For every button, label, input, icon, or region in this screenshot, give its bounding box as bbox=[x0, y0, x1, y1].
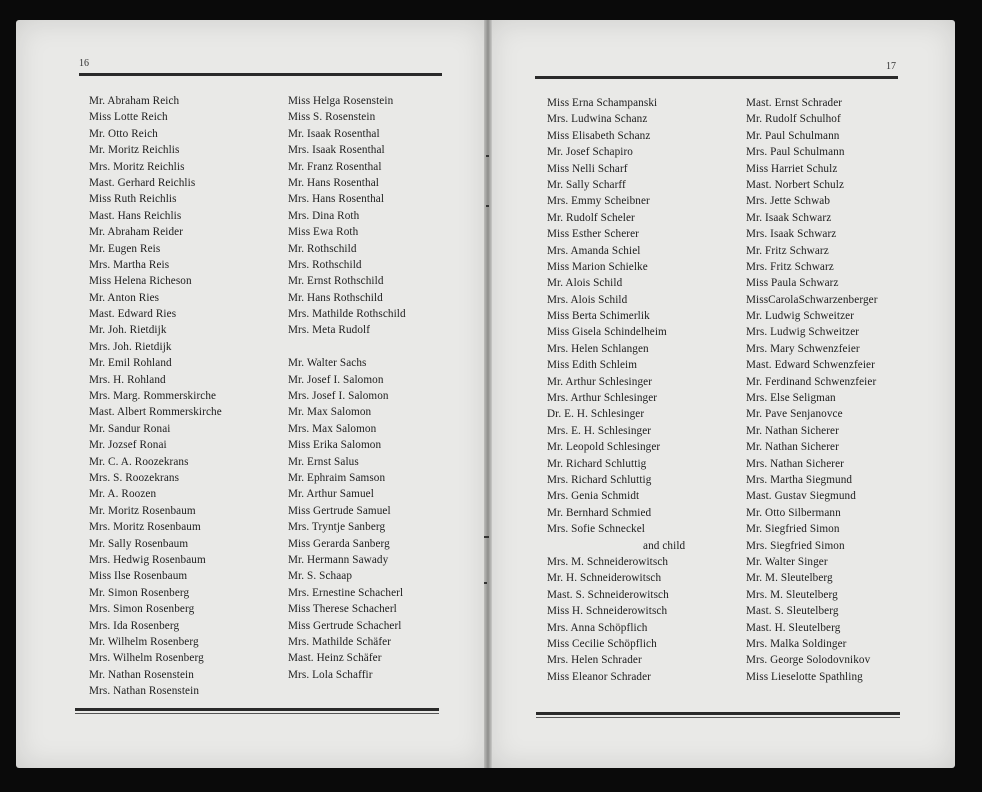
binding-mark bbox=[484, 536, 489, 538]
name-entry: Miss Lieselotte Spathling bbox=[746, 670, 863, 683]
name-entry: Mrs. Arthur Schlesinger bbox=[547, 392, 658, 405]
name-entry: Mr. Ernst Salus bbox=[288, 455, 359, 468]
name-entry: Mast. Norbert Schulz bbox=[746, 178, 845, 191]
name-entry: Mast. S. Schneiderowitsch bbox=[547, 588, 669, 601]
name-entry: Mast. Edward Schwenzfeier bbox=[746, 359, 875, 372]
name-entry: Mr. Arthur Samuel bbox=[288, 488, 374, 501]
name-entry: Miss Helga Rosenstein bbox=[288, 95, 394, 107]
name-entry: Mast. Ernst Schrader bbox=[746, 97, 843, 109]
name-entry: Mr. Hans Rothschild bbox=[288, 291, 383, 304]
name-entry: Mr. Leopold Schlesinger bbox=[547, 441, 661, 454]
name-entry: Mr. Fritz Schwarz bbox=[746, 244, 829, 257]
name-entry: Mast. S. Sleutelberg bbox=[746, 605, 839, 618]
name-entry: Mrs. Sofie Schneckel bbox=[547, 523, 646, 536]
name-entry: Mrs. Hedwig Rosenbaum bbox=[89, 553, 206, 566]
name-entry: Mrs. Ludwig Schweitzer bbox=[746, 326, 860, 339]
name-entry: Mr. Franz Rosenthal bbox=[288, 160, 382, 173]
name-entry: Mr. Abraham Reich bbox=[89, 95, 180, 107]
name-entry: Mr. Joh. Rietdijk bbox=[89, 324, 167, 337]
name-entry: Mr. Ludwig Schweitzer bbox=[746, 310, 855, 323]
left-page-column-1 bbox=[89, 93, 222, 699]
name-entry: Mast. Albert Rommerskirche bbox=[89, 406, 222, 419]
name-entry: Mrs. Isaak Rosenthal bbox=[288, 144, 385, 157]
name-entry: Mr. Abraham Reider bbox=[89, 226, 184, 239]
left-page bbox=[16, 20, 486, 768]
name-entry: Mr. Moritz Reichlis bbox=[89, 144, 180, 157]
name-entry: Mrs. Genia Schmidt bbox=[547, 490, 640, 503]
name-entry: MissCarolaSchwarzenberger bbox=[746, 293, 878, 306]
name-entry: Miss Ilse Rosenbaum bbox=[89, 570, 188, 583]
name-entry: Miss Ruth Reichlis bbox=[89, 193, 177, 206]
name-entry: Mrs. Nathan Rosenstein bbox=[89, 685, 200, 698]
name-entry: Mr. Alois Schild bbox=[547, 277, 623, 290]
name-entry: Mr. A. Roozen bbox=[89, 488, 157, 501]
name-entry: Mrs. Mathilde Schäfer bbox=[288, 635, 392, 648]
name-entry: Mrs. Dina Roth bbox=[288, 209, 360, 222]
name-entry: Mrs. M. Sleutelberg bbox=[746, 588, 838, 601]
right-page-column-1 bbox=[547, 95, 685, 685]
name-entry: Mast. Edward Ries bbox=[89, 308, 177, 321]
name-entry: Mr. Josef I. Salomon bbox=[288, 373, 384, 386]
binding-mark bbox=[486, 155, 489, 157]
name-entry: Mrs. Hans Rosenthal bbox=[288, 193, 385, 206]
book-gutter bbox=[484, 20, 492, 768]
name-entry: Miss Therese Schacherl bbox=[288, 603, 397, 616]
name-entry: Mrs. Isaak Schwarz bbox=[746, 228, 837, 241]
name-entry: Mrs. Mary Schwenzfeier bbox=[746, 342, 860, 355]
name-entry: Mrs. Max Salomon bbox=[288, 422, 377, 435]
name-entry: Mrs. Joh. Rietdijk bbox=[89, 340, 172, 353]
name-entry: Mr. Hermann Sawady bbox=[288, 553, 389, 566]
header-rule-left bbox=[79, 73, 442, 76]
name-entry: Mr. Rudolf Schulhof bbox=[746, 113, 841, 126]
name-entry: Miss Gerarda Sanberg bbox=[288, 537, 390, 550]
name-entry: Miss Berta Schimerlik bbox=[547, 310, 650, 323]
name-entry: Mr. S. Schaap bbox=[288, 570, 353, 583]
name-entry: Mrs. Martha Siegmund bbox=[746, 473, 853, 486]
name-entry: Mrs. Simon Rosenberg bbox=[89, 603, 195, 616]
name-entry: Mr. M. Sleutelberg bbox=[746, 572, 833, 585]
name-entry: Mrs. Emmy Scheibner bbox=[547, 195, 650, 208]
name-entry: Mrs. Moritz Rosenbaum bbox=[89, 521, 201, 534]
name-entry: Mr. Isaak Schwarz bbox=[746, 211, 832, 224]
name-entry: Mrs. M. Schneiderowitsch bbox=[547, 555, 669, 568]
name-entry: Mrs. Nathan Sicherer bbox=[746, 457, 844, 470]
name-entry: Mrs. H. Rohland bbox=[89, 373, 166, 386]
name-entry: Mr. Josef Schapiro bbox=[547, 146, 634, 159]
name-entry: Miss Edith Schleim bbox=[547, 359, 638, 372]
name-entry: Miss H. Schneiderowitsch bbox=[547, 605, 668, 618]
footer-rule-right bbox=[536, 712, 900, 715]
name-entry: Mrs. Alois Schild bbox=[547, 293, 628, 306]
name-entry: Mrs. Mathilde Rothschild bbox=[288, 308, 406, 321]
name-entry: Mrs. Rothschild bbox=[288, 258, 362, 271]
name-entry: Mast. Gerhard Reichlis bbox=[89, 176, 196, 189]
right-page-column-2 bbox=[746, 95, 878, 685]
name-entry: Mrs. Paul Schulmann bbox=[746, 146, 845, 159]
name-entry: Mr. Rothschild bbox=[288, 242, 357, 255]
name-entry: Mr. C. A. Roozekrans bbox=[89, 455, 189, 468]
name-entry: Mr. H. Schneiderowitsch bbox=[547, 572, 662, 585]
name-entry: Mrs. Josef I. Salomon bbox=[288, 390, 389, 403]
name-entry: Mrs. Lola Schaffir bbox=[288, 668, 373, 681]
name-entry: Mr. Sally Scharff bbox=[547, 178, 626, 191]
name-entry: Mr. Sandur Ronai bbox=[89, 422, 171, 435]
name-entry: Miss Gisela Schindelheim bbox=[547, 326, 667, 339]
blank-line bbox=[288, 339, 406, 355]
binding-mark bbox=[486, 205, 489, 207]
name-entry: Mr. Moritz Rosenbaum bbox=[89, 504, 196, 517]
name-entry: Mrs. Marg. Rommerskirche bbox=[89, 390, 217, 403]
page-number-right: 17 bbox=[886, 61, 896, 72]
name-entry: Mr. Wilhelm Rosenberg bbox=[89, 635, 199, 648]
name-entry: Mr. Nathan Sicherer bbox=[746, 424, 839, 437]
name-entry: Mr. Richard Schluttig bbox=[547, 457, 647, 470]
name-entry: Mr. Isaak Rosenthal bbox=[288, 127, 380, 140]
name-entry: Mrs. Richard Schluttig bbox=[547, 473, 652, 486]
name-entry: Mr. Walter Sachs bbox=[288, 357, 367, 370]
name-entry: Mr. Ephraim Samson bbox=[288, 471, 386, 484]
name-entry: Mr. Jozsef Ronai bbox=[89, 439, 167, 452]
name-entry: Mrs. Jette Schwab bbox=[746, 195, 831, 208]
name-entry: Mrs. E. H. Schlesinger bbox=[547, 424, 652, 437]
name-entry: Mr. Max Salomon bbox=[288, 406, 372, 419]
name-entry: Mrs. Fritz Schwarz bbox=[746, 260, 834, 273]
name-entry: Mrs. Ernestine Schacherl bbox=[288, 586, 404, 599]
name-entry: Miss Gertrude Schacherl bbox=[288, 619, 402, 632]
name-entry: Mr. Arthur Schlesinger bbox=[547, 375, 653, 388]
name-entry: Mrs. Helen Schlangen bbox=[547, 342, 649, 355]
name-entry: Mrs. Wilhelm Rosenberg bbox=[89, 652, 204, 665]
name-entry: Miss Marion Schielke bbox=[547, 260, 648, 273]
name-entry: Mr. Hans Rosenthal bbox=[288, 176, 379, 189]
footer-rule-right-thin bbox=[536, 717, 900, 718]
name-entry: Miss Erna Schampanski bbox=[547, 97, 658, 109]
footer-rule-left bbox=[75, 708, 439, 711]
name-entry: Mrs. Ludwina Schanz bbox=[547, 113, 648, 126]
name-entry: and child bbox=[643, 539, 686, 552]
name-entry: Mast. Hans Reichlis bbox=[89, 209, 182, 222]
name-entry: Mast. Heinz Schäfer bbox=[288, 652, 382, 665]
name-entry: Mrs. Siegfried Simon bbox=[746, 539, 845, 552]
name-entry: Mrs. Helen Schrader bbox=[547, 654, 642, 667]
left-page-column-2 bbox=[288, 93, 406, 683]
name-entry: Mast. Gustav Siegmund bbox=[746, 490, 856, 503]
name-entry: Miss S. Rosenstein bbox=[288, 111, 376, 124]
binding-mark bbox=[484, 582, 487, 584]
name-entry: Miss Gertrude Samuel bbox=[288, 504, 391, 517]
name-entry: Mast. H. Sleutelberg bbox=[746, 621, 841, 634]
header-rule-right bbox=[535, 76, 898, 79]
name-entry: Mrs. S. Roozekrans bbox=[89, 471, 180, 484]
name-entry: Mrs. Martha Reis bbox=[89, 258, 170, 271]
name-entry: Mr. Otto Reich bbox=[89, 127, 158, 140]
name-entry: Mr. Otto Silbermann bbox=[746, 506, 841, 519]
name-entry: Mrs. Tryntje Sanberg bbox=[288, 521, 386, 534]
name-entry: Miss Elisabeth Schanz bbox=[547, 129, 651, 142]
name-entry: Mr. Nathan Rosenstein bbox=[89, 668, 194, 681]
name-entry: Mr. Ferdinand Schwenzfeier bbox=[746, 375, 877, 388]
footer-rule-left-thin bbox=[75, 713, 439, 714]
name-entry: Miss Erika Salomon bbox=[288, 439, 382, 452]
name-entry: Miss Lotte Reich bbox=[89, 111, 168, 124]
name-entry: Miss Helena Richeson bbox=[89, 275, 192, 288]
name-entry: Mr. Ernst Rothschild bbox=[288, 275, 384, 288]
name-entry: Miss Harriet Schulz bbox=[746, 162, 838, 175]
name-entry: Mr. Anton Ries bbox=[89, 291, 160, 304]
name-entry: Mr. Pave Senjanovce bbox=[746, 408, 843, 421]
name-entry: Mr. Sally Rosenbaum bbox=[89, 537, 189, 550]
name-entry: Mr. Paul Schulmann bbox=[746, 129, 840, 142]
name-entry: Miss Cecilie Schöpflich bbox=[547, 637, 657, 650]
name-entry: Mrs. George Solodovnikov bbox=[746, 654, 871, 667]
name-entry: Dr. E. H. Schlesinger bbox=[547, 408, 645, 421]
name-entry: Miss Ewa Roth bbox=[288, 226, 359, 239]
name-entry: Mrs. Malka Soldinger bbox=[746, 637, 847, 650]
name-entry: Mr. Eugen Reis bbox=[89, 242, 161, 255]
name-entry: Mr. Simon Rosenberg bbox=[89, 586, 190, 599]
name-entry: Miss Eleanor Schrader bbox=[547, 670, 652, 683]
name-entry: Mrs. Else Seligman bbox=[746, 392, 836, 405]
name-entry: Mr. Siegfried Simon bbox=[746, 523, 840, 536]
name-entry: Mrs. Moritz Reichlis bbox=[89, 160, 185, 173]
name-entry: Mr. Rudolf Scheler bbox=[547, 211, 635, 224]
name-entry: Mrs. Anna Schöpflich bbox=[547, 621, 648, 634]
name-entry: Mr. Bernhard Schmied bbox=[547, 506, 652, 519]
name-entry: Mr. Nathan Sicherer bbox=[746, 441, 839, 454]
name-entry: Miss Nelli Scharf bbox=[547, 162, 628, 175]
page-number-left: 16 bbox=[79, 58, 89, 69]
name-entry: Mrs. Meta Rudolf bbox=[288, 324, 371, 337]
name-entry: Mr. Emil Rohland bbox=[89, 357, 172, 370]
name-entry: Miss Esther Scherer bbox=[547, 228, 640, 241]
name-entry: Miss Paula Schwarz bbox=[746, 277, 839, 290]
name-entry: Mrs. Amanda Schiel bbox=[547, 244, 641, 257]
name-entry: Mrs. Ida Rosenberg bbox=[89, 619, 180, 632]
name-entry: Mr. Walter Singer bbox=[746, 555, 828, 568]
